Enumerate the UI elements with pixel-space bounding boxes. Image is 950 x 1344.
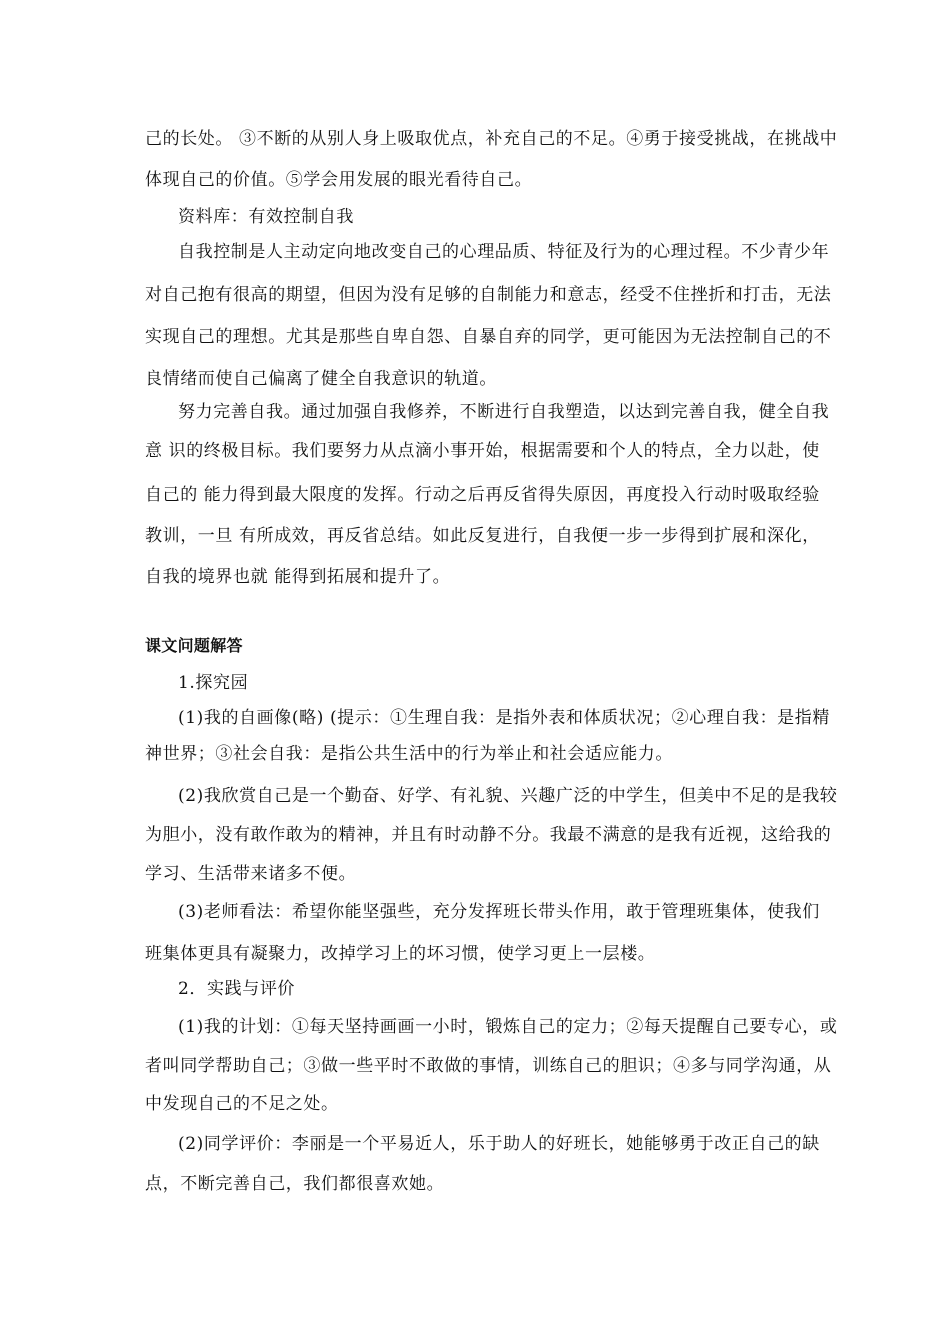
text-line: 神世界；③社会自我：是指公共生活中的行为举止和社会适应能力。 (145, 744, 673, 764)
text-line: 体现自己的价值。⑤学会用发展的眼光看待自己。 (145, 170, 533, 190)
text-line: 良情绪而使自己偏离了健全自我意识的轨道。 (145, 369, 497, 389)
text-line: 意 识的终极目标。我们要努力从点滴小事开始，根据需要和个人的特点，全力以赴，使 (145, 441, 820, 461)
text-line: 学习、生活带来诸多不便。 (145, 864, 357, 884)
section-heading: 课文问题解答 (145, 636, 243, 655)
text-line: 自己的 能力得到最大限度的发挥。行动之后再反省得失原因，再度投入行动时吸取经验 (145, 485, 820, 505)
text-line: 班集体更具有凝聚力，改掉学习上的坏习惯，使学习更上一层楼。 (145, 944, 656, 964)
text-line: (3)老师看法：希望你能坚强些，充分发挥班长带头作用，敢于管理班集体，使我们 (178, 902, 820, 922)
text-line: 为胆小，没有敢作敢为的精神，并且有时动静不分。我最不满意的是我有近视，这给我的 (145, 825, 832, 845)
text-line: 对自己抱有很高的期望，但因为没有足够的自制能力和意志，经受不住挫折和打击，无法 (145, 285, 832, 305)
resource-title: 资料库：有效控制自我 (178, 207, 354, 227)
text-line: 点，不断完善自己，我们都很喜欢她。 (145, 1174, 445, 1194)
text-line: (1)我的计划：①每天坚持画画一小时，锻炼自己的定力；②每天提醒自己要专心，或 (178, 1017, 838, 1037)
text-line: 己的长处。 ③不断的从别人身上吸取优点，补充自己的不足。④勇于接受挑战，在挑战中 (145, 129, 838, 149)
text-line: 自我控制是人主动定向地改变自己的心理品质、特征及行为的心理过程。不少青少年 (178, 242, 830, 262)
text-line: 者叫同学帮助自己；③做一些平时不敢做的事情，训练自己的胆识；④多与同学沟通，从 (145, 1056, 832, 1076)
text-line: 实现自己的理想。尤其是那些自卑自怨、自暴自弃的同学，更可能因为无法控制自己的不 (145, 327, 832, 347)
text-line: 中发现自己的不足之处。 (145, 1094, 339, 1114)
text-line: (1)我的自画像(略) (提示：①生理自我：是指外表和体质状况；②心理自我：是指精 (178, 708, 830, 728)
text-line: 自我的境界也就 能得到拓展和提升了。 (145, 567, 451, 587)
subsection-title: 2．实践与评价 (178, 979, 296, 999)
text-line: 努力完善自我。通过加强自我修养，不断进行自我塑造，以达到完善自我，健全自我 (178, 402, 830, 422)
subsection-title: 1.探究园 (178, 673, 249, 693)
text-line: (2)同学评价：李丽是一个平易近人，乐于助人的好班长，她能够勇于改正自己的缺 (178, 1134, 820, 1154)
text-line: 教训，一旦 有所成效，再反省总结。如此反复进行，自我便一步一步得到扩展和深化， (145, 526, 820, 546)
text-line: (2)我欣赏自己是一个勤奋、好学、有礼貌、兴趣广泛的中学生，但美中不足的是我较 (178, 786, 838, 806)
